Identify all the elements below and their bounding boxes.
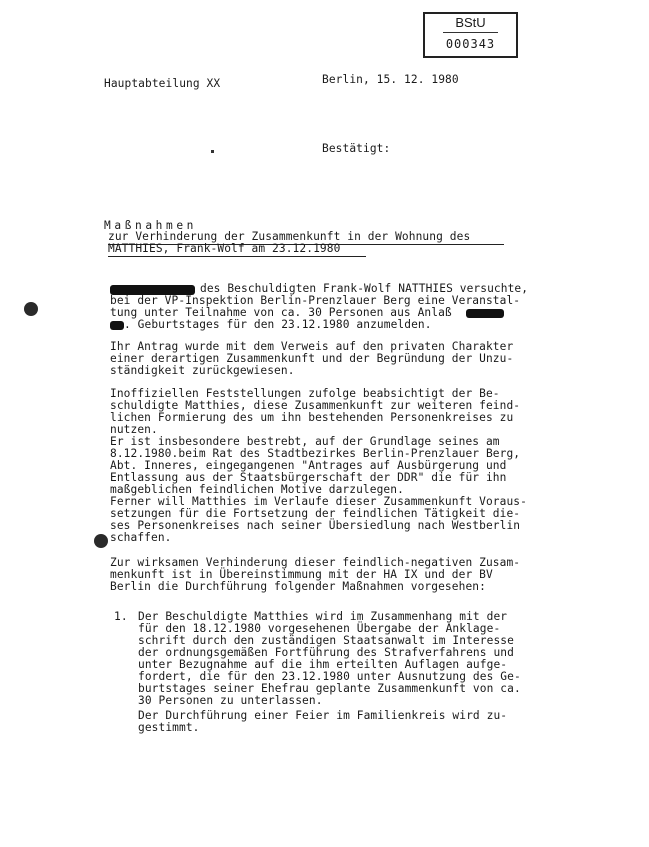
stamp-label: BStU	[455, 15, 486, 30]
item-line: Der Beschuldigte Matthies wird im Zusammenhang mit der	[138, 610, 508, 623]
punch-hole	[24, 302, 38, 316]
paragraph-line: . Geburtstages für den 23.12.1980 anzumelden.	[124, 318, 432, 331]
confirmed-label: Bestätigt:	[322, 142, 391, 155]
paragraph-line: bei der VP-Inspektion Berlin-Prenzlauer Berg eine Veranstal-	[110, 294, 521, 307]
paragraph-line: setzungen für die Fortsetzung der feindlichen Tätigkeit die-	[110, 507, 521, 520]
redaction-block	[466, 309, 504, 318]
redaction-block	[110, 321, 124, 330]
item-line: fordert, die für den 23.12.1980 unter Ausnutzung des Ge-	[138, 670, 521, 683]
item-line: für den 18.12.1980 vorgesehenen Übergabe der Anklage-	[138, 622, 501, 635]
stamp-number: 000343	[445, 37, 496, 51]
title-underline-2	[108, 256, 366, 257]
department-name: Hauptabteilung XX	[104, 77, 221, 90]
item-line: der ordnungsgemäßen Fortführung des Strafverfahrens und	[138, 646, 514, 659]
paragraph-line: ständigkeit zurückgewiesen.	[110, 364, 295, 377]
document-heading: Maßnahmen	[104, 219, 198, 232]
paragraph-line: Inoffiziellen Feststellungen zufolge beabsichtigt der Be-	[110, 387, 500, 400]
item-line: gestimmt.	[138, 721, 200, 734]
item-line: schrift durch den zuständigen Staatsanwalt im Interesse	[138, 634, 514, 647]
paragraph-line: Zur wirksamen Verhinderung dieser feindlich-negativen Zusam-	[110, 556, 521, 569]
paragraph-line: 8.12.1980.beim Rat des Stadtbezirkes Berlin-Prenzlauer Berg,	[110, 447, 521, 460]
paragraph-line: nutzen.	[110, 423, 158, 436]
place-date: Berlin, 15. 12. 1980	[322, 73, 459, 86]
title-line-2: MATTHIES, Frank-Wolf am 23.12.1980	[108, 242, 341, 255]
paragraph-line: Abt. Inneres, eingegangenen "Antrages auf Ausbürgerung und	[110, 459, 507, 472]
paragraph-line: menkunft ist in Übereinstimmung mit der HA IX und der BV	[110, 568, 493, 581]
paragraph-line: Entlassung aus der Staatsbürgerschaft der DDR" die für ihn	[110, 471, 507, 484]
paragraph-line: Ihr Antrag wurde mit dem Verweis auf den privaten Charakter	[110, 340, 514, 353]
paragraph-line: einer derartigen Zusammenkunft und der Begründung der Unzu-	[110, 352, 514, 365]
paragraph-line: Er ist insbesondere bestrebt, auf der Grundlage seines am	[110, 435, 500, 448]
archive-stamp	[423, 12, 518, 58]
paragraph-line: lichen Formierung des um ihn bestehenden Personenkreises zu	[110, 411, 514, 424]
item-line: 30 Personen zu unterlassen.	[138, 694, 323, 707]
item-line: unter Bezugnahme auf die ihm erteilten Auflagen aufge-	[138, 658, 508, 671]
paragraph-line: schaffen.	[110, 531, 172, 544]
paragraph-line: ses Personenkreises nach seiner Übersiedlung nach Westberlin	[110, 519, 521, 532]
paragraph-line: maßgeblichen feindlichen Motive darzulegen.	[110, 483, 404, 496]
stamp-rule	[443, 32, 498, 33]
item-line: Der Durchführung einer Feier im Familienkreis wird zu-	[138, 709, 508, 722]
paragraph-line: tung unter Teilnahme von ca. 30 Personen aus Anlaß	[110, 306, 452, 319]
paragraph-line: schuldigte Matthies, diese Zusammenkunft zur weiteren feind-	[110, 399, 521, 412]
paragraph-line: Berlin die Durchführung folgender Maßnahmen vorgesehen:	[110, 580, 486, 593]
item-number: 1.	[114, 610, 128, 623]
mark-dot	[211, 150, 214, 153]
title-line-1: zur Verhinderung der Zusammenkunft in der Wohnung des	[108, 230, 471, 243]
paragraph-line: Ferner will Matthies im Verlaufe dieser Zusammenkunft Voraus-	[110, 495, 527, 508]
item-line: burtstages seiner Ehefrau geplante Zusammenkunft von ca.	[138, 682, 521, 695]
paragraph-line: des Beschuldigten Frank-Wolf NATTHIES versuchte,	[200, 282, 529, 295]
punch-hole	[94, 534, 108, 548]
